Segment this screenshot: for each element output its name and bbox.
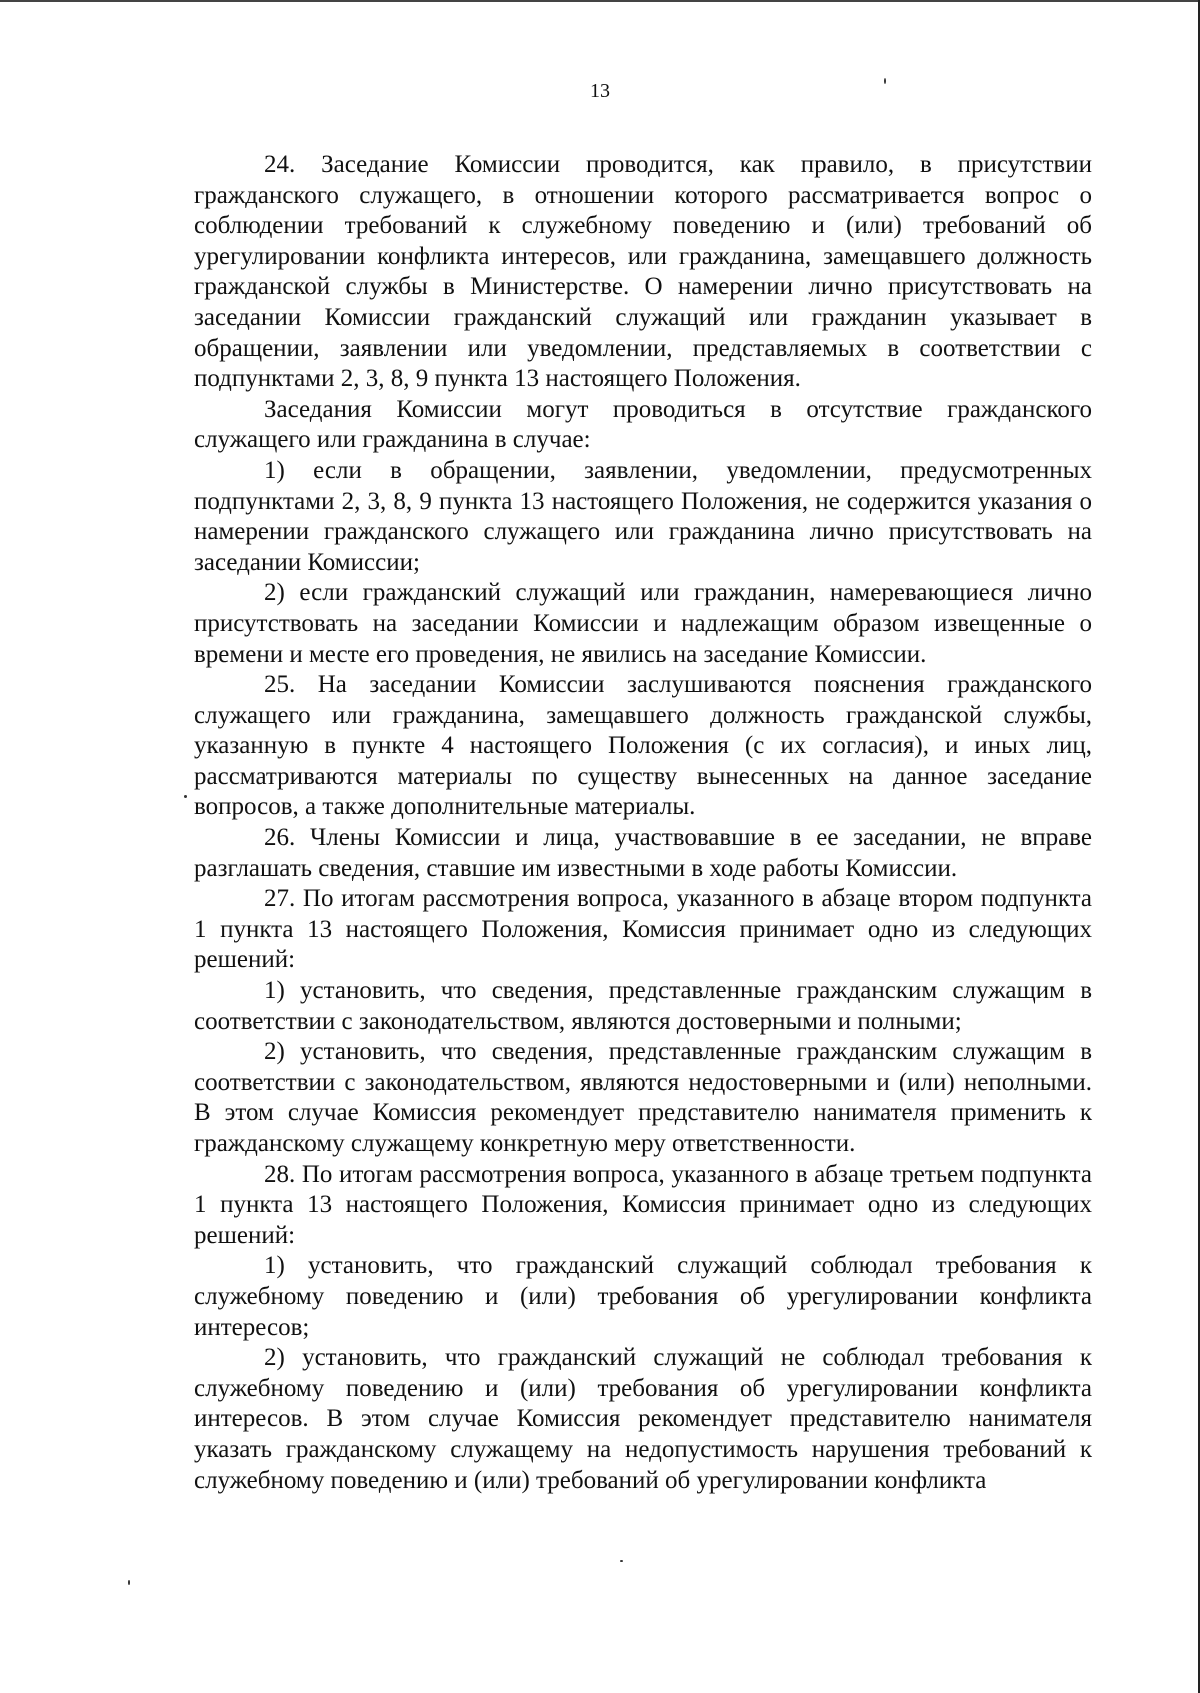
paragraph-24-absence-item-2: 2) если гражданский служащий или гражданин, намеревающиеся лично присутствовать на заседании Комиссии и надлежащим образом извещенные о времени и месте его проведения, не явились на заседание Комиссии.: [194, 579, 1092, 668]
paragraph-27-decision-1: 1) установить, что сведения, представленные гражданским служащим в соответствии с законодательством, являются достоверными и полными;: [194, 977, 1092, 1035]
paragraph-24: 24. Заседание Комиссии проводится, как правило, в присутствии гражданского служащего, в отношении которого рассматривается вопрос о соблюдении требований к служебному поведению и (или) требований об урегулировании конфликта интересов, или гражданина, замещавшего должность гражданской службы в Министерстве. О намерении лично присутствовать на заседании Комиссии гражданский служащий или гражданин указывает в обращении, заявлении или уведомлении, представляемых в соответствии с подпунктами 2, 3, 8, 9 пункта 13 настоящего Положения.: [194, 151, 1092, 393]
paragraph-27-decision-2: 2) установить, что сведения, представленные гражданским служащим в соответствии с законодательством, являются недостоверными и (или) неполными. В этом случае Комиссия рекомендует представителю нанимателя применить к гражданскому служащему конкретную меру ответственности.: [194, 1038, 1092, 1157]
page-number: 13: [590, 80, 610, 102]
document-body: [194, 150, 1092, 1496]
scan-speck: [128, 1580, 130, 1585]
scan-speck: [184, 795, 187, 798]
scan-speck: [620, 1560, 623, 1562]
paragraph-28: 28. По итогам рассмотрения вопроса, указанного в абзаце третьем подпункта 1 пункта 13 настоящего Положения, Комиссия принимает одно из следующих решений:: [194, 1160, 1092, 1249]
paragraph-26: 26. Члены Комиссии и лица, участвовавшие в ее заседании, не вправе разглашать сведения, ставшие им известными в ходе работы Комиссии.: [194, 824, 1092, 882]
paragraph-27: 27. По итогам рассмотрения вопроса, указанного в абзаце втором подпункта 1 пункта 13 настоящего Положения, Комиссия принимает одно из следующих решений:: [194, 885, 1092, 974]
paragraph-28-decision-2: 2) установить, что гражданский служащий не соблюдал требования к служебному поведению и (или) требования об урегулировании конфликта интересов. В этом случае Комиссия рекомендует представителю нанимателя указать гражданскому служащему на недопустимость нарушения требований к служебному поведению и (или) требований об урегулировании конфликта: [194, 1344, 1092, 1494]
paragraph-28-decision-1: 1) установить, что гражданский служащий соблюдал требования к служебному поведению и (или) требования об урегулировании конфликта интересов;: [194, 1252, 1092, 1341]
paragraph-25: 25. На заседании Комиссии заслушиваются пояснения гражданского служащего или гражданина, замещавшего должность гражданской службы, указанную в пункте 4 настоящего Положения (с их согласия), и иных лиц, рассматриваются материалы по существу вынесенных на данное заседание вопросов, а также дополнительные материалы.: [194, 671, 1092, 821]
paragraph-24-absence-item-1: 1) если в обращении, заявлении, уведомлении, предусмотренных подпунктами 2, 3, 8, 9 пункта 13 настоящего Положения, не содержится указания о намерении гражданского служащего или гражданина лично присутствовать на заседании Комиссии;: [194, 456, 1092, 576]
paragraph-24-absence-intro: Заседания Комиссии могут проводиться в отсутствие гражданского служащего или гражданина в случае:: [194, 395, 1092, 454]
scan-edge-top: [0, 0, 1200, 2]
